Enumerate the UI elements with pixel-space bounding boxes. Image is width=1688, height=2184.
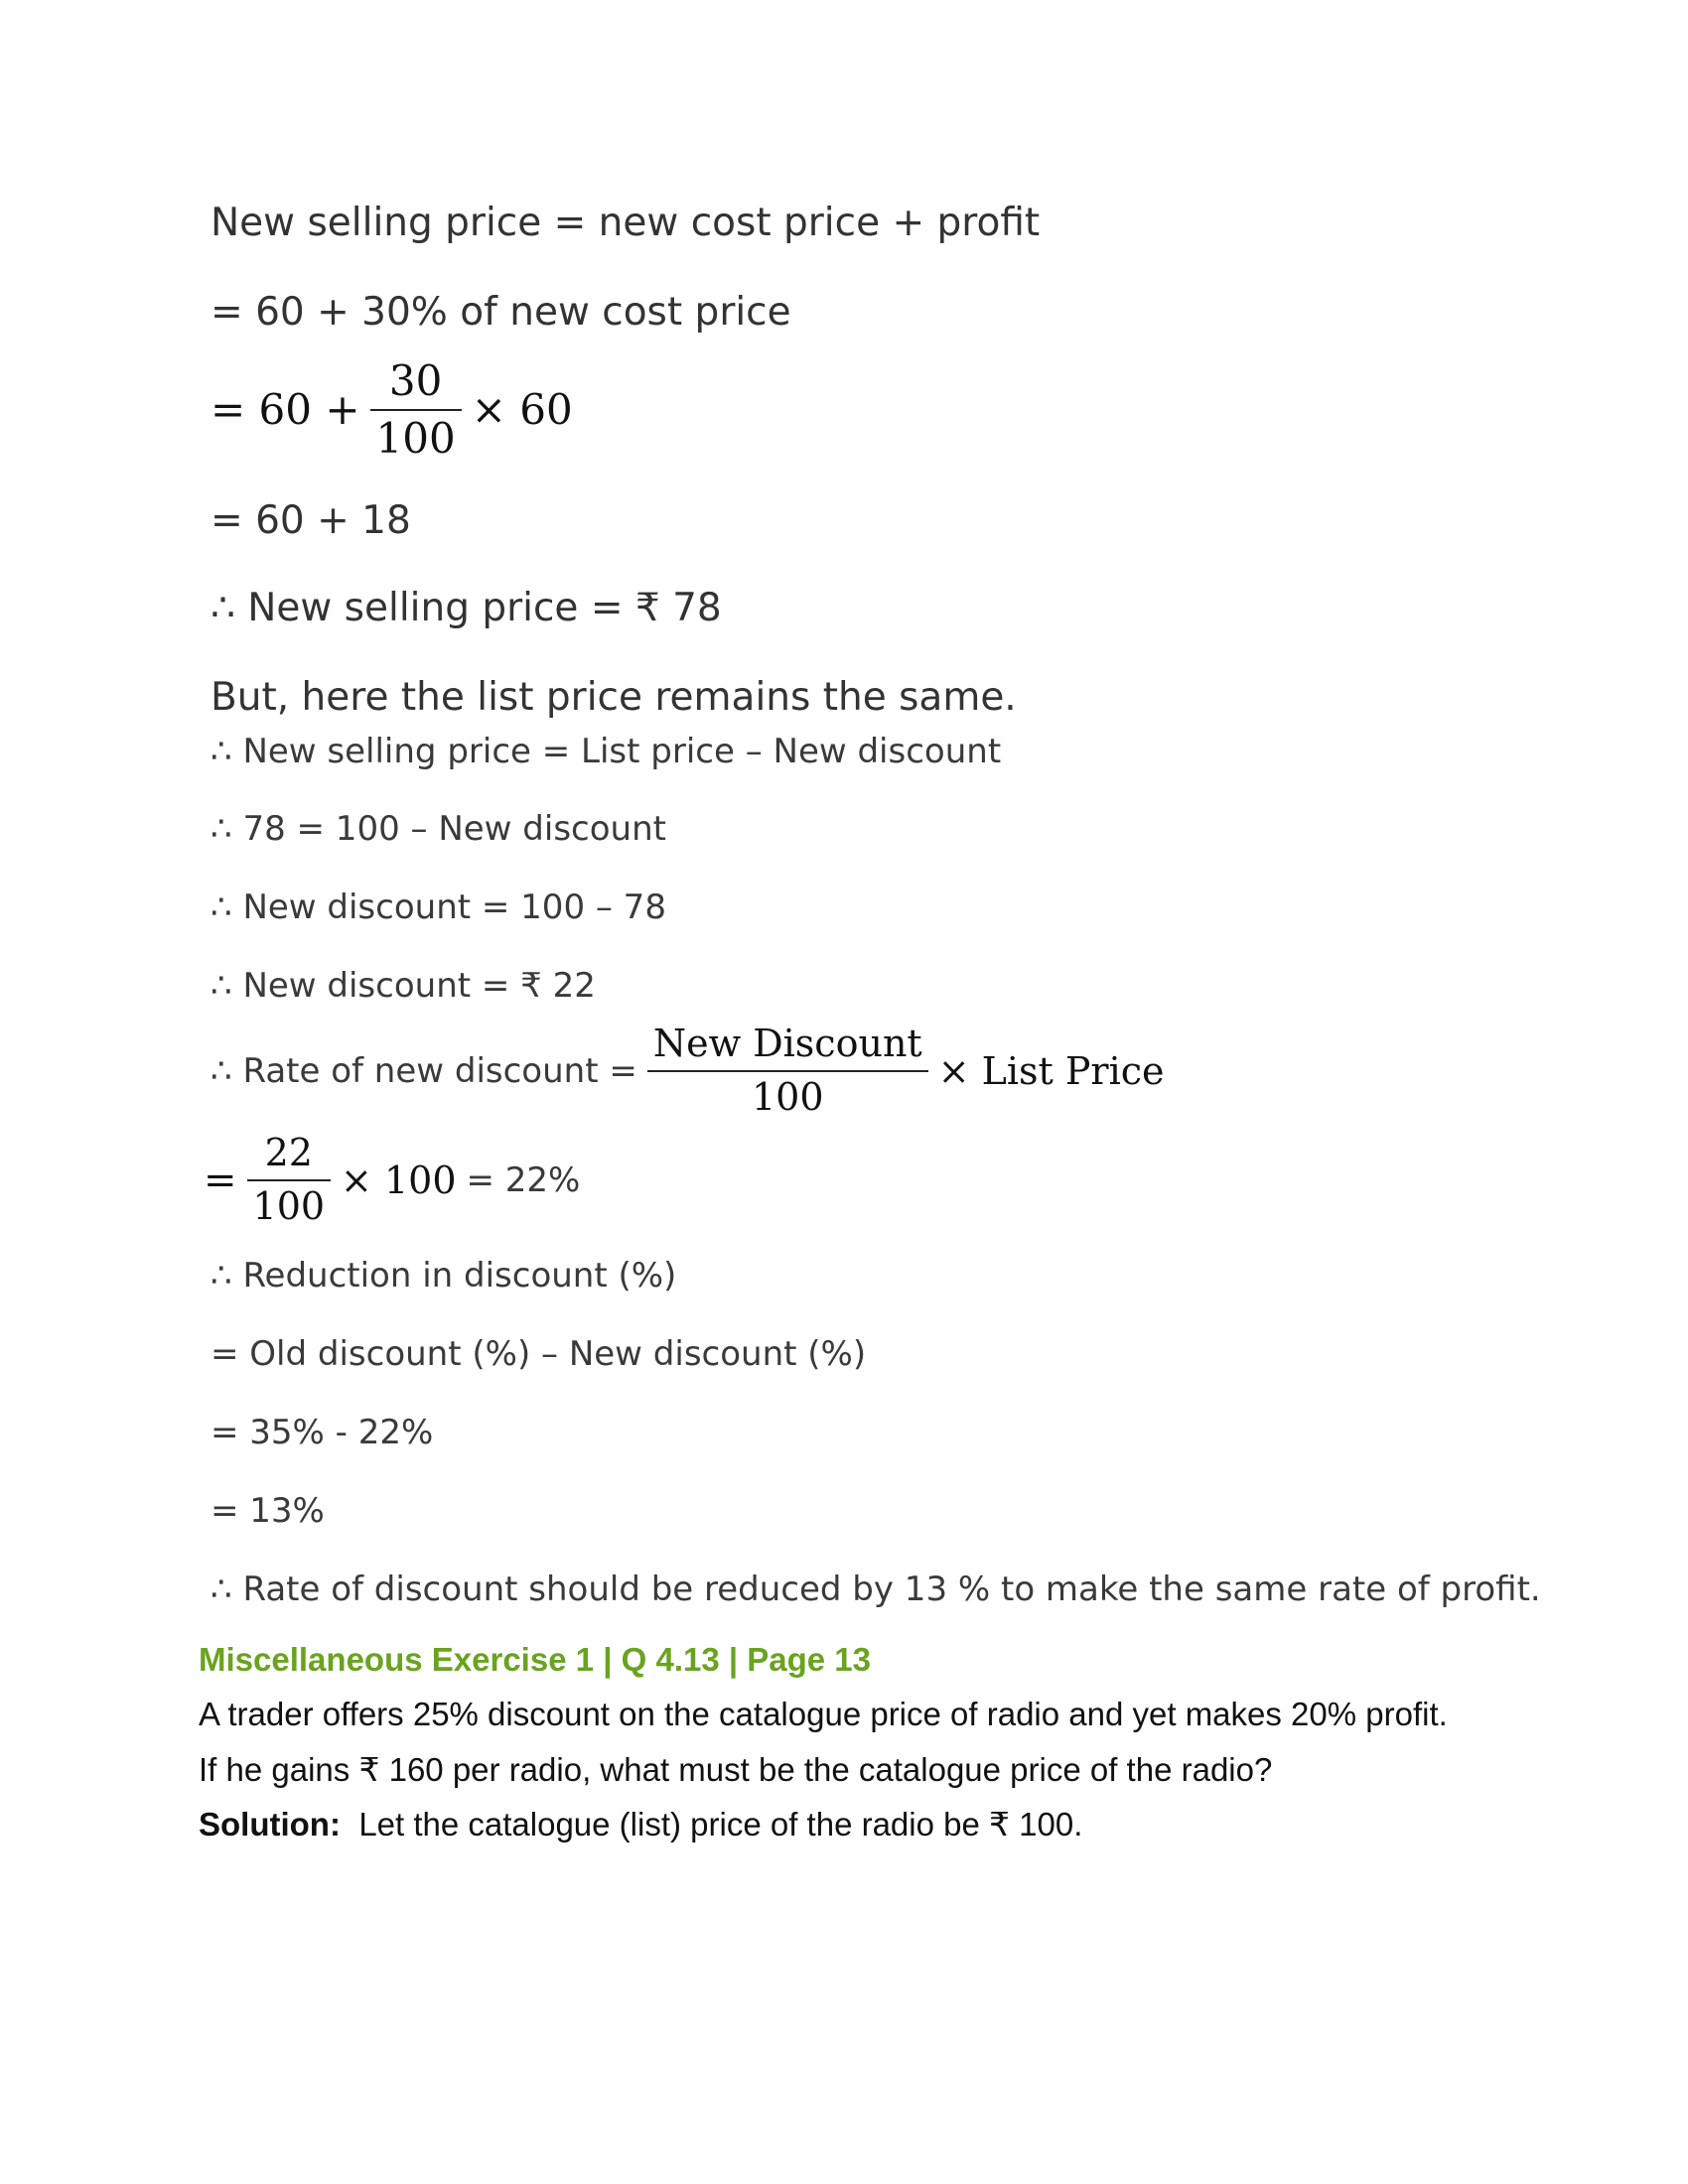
- solution-line-12: [204, 1132, 580, 1228]
- fraction-bar: [647, 1070, 928, 1072]
- solution-line-6: But, here the list price remains the same.: [211, 675, 1017, 720]
- solution-line-2: = 60 + 30% of new cost price: [211, 290, 791, 335]
- fraction-denominator: 100: [375, 414, 456, 464]
- fraction-bar: [247, 1179, 332, 1181]
- solution-line-7: ∴ New selling price = List price – New discount: [211, 732, 1002, 771]
- solution-line-14: = Old discount (%) – New discount (%): [211, 1334, 867, 1374]
- solution-line-11: [211, 1023, 1165, 1119]
- question-line-1: A trader offers 25% discount on the catalogue price of radio and yet makes 20% profit.: [199, 1696, 1448, 1732]
- fraction-numerator: 30: [388, 356, 443, 405]
- solution-line-10: ∴ New discount = ₹ 22: [211, 966, 596, 1006]
- solution-line-13: ∴ Reduction in discount (%): [211, 1256, 677, 1296]
- exercise-heading: Miscellaneous Exercise 1 | Q 4.13 | Page 13: [199, 1641, 872, 1678]
- fraction: [647, 1023, 928, 1119]
- solution-intro-text: Let the catalogue (list) price of the radio be ₹ 100.: [358, 1806, 1083, 1843]
- solution-line-9: ∴ New discount = 100 – 78: [211, 887, 666, 927]
- fraction-numerator: New Discount: [652, 1022, 922, 1065]
- solution-line-17: ∴ Rate of discount should be reduced by 13 % to make the same rate of profit.: [211, 1570, 1541, 1609]
- fraction-denominator: 100: [252, 1183, 326, 1228]
- solution-line-3: [211, 357, 573, 464]
- fraction: [370, 357, 462, 464]
- equation-suffix: × 60: [471, 385, 573, 435]
- solution-line-15: = 35% - 22%: [211, 1413, 434, 1452]
- fraction-bar: [370, 409, 462, 411]
- equation-multiplier: × 100: [341, 1158, 457, 1202]
- equation-prefix: = 60 +: [211, 385, 360, 435]
- equation-suffix: × List Price: [937, 1048, 1165, 1093]
- solution-line-1: New selling price = new cost price + profit: [211, 201, 1041, 245]
- solution-line-16: = 13%: [211, 1491, 325, 1531]
- solution-intro: [199, 1805, 1082, 1843]
- rate-label: ∴ Rate of new discount =: [211, 1050, 637, 1091]
- question-line-2: If he gains ₹ 160 per radio, what must be the catalogue price of the radio?: [199, 1751, 1273, 1788]
- solution-line-8: ∴ 78 = 100 – New discount: [211, 809, 666, 849]
- solution-label: Solution:: [199, 1806, 341, 1843]
- equation-prefix: =: [204, 1157, 237, 1203]
- fraction: [247, 1132, 332, 1228]
- equation-result: = 22%: [466, 1160, 581, 1200]
- fraction-denominator: 100: [752, 1074, 824, 1119]
- solution-line-4: = 60 + 18: [211, 498, 411, 543]
- solution-line-5: ∴ New selling price = ₹ 78: [211, 586, 722, 630]
- fraction-numerator: 22: [264, 1131, 313, 1174]
